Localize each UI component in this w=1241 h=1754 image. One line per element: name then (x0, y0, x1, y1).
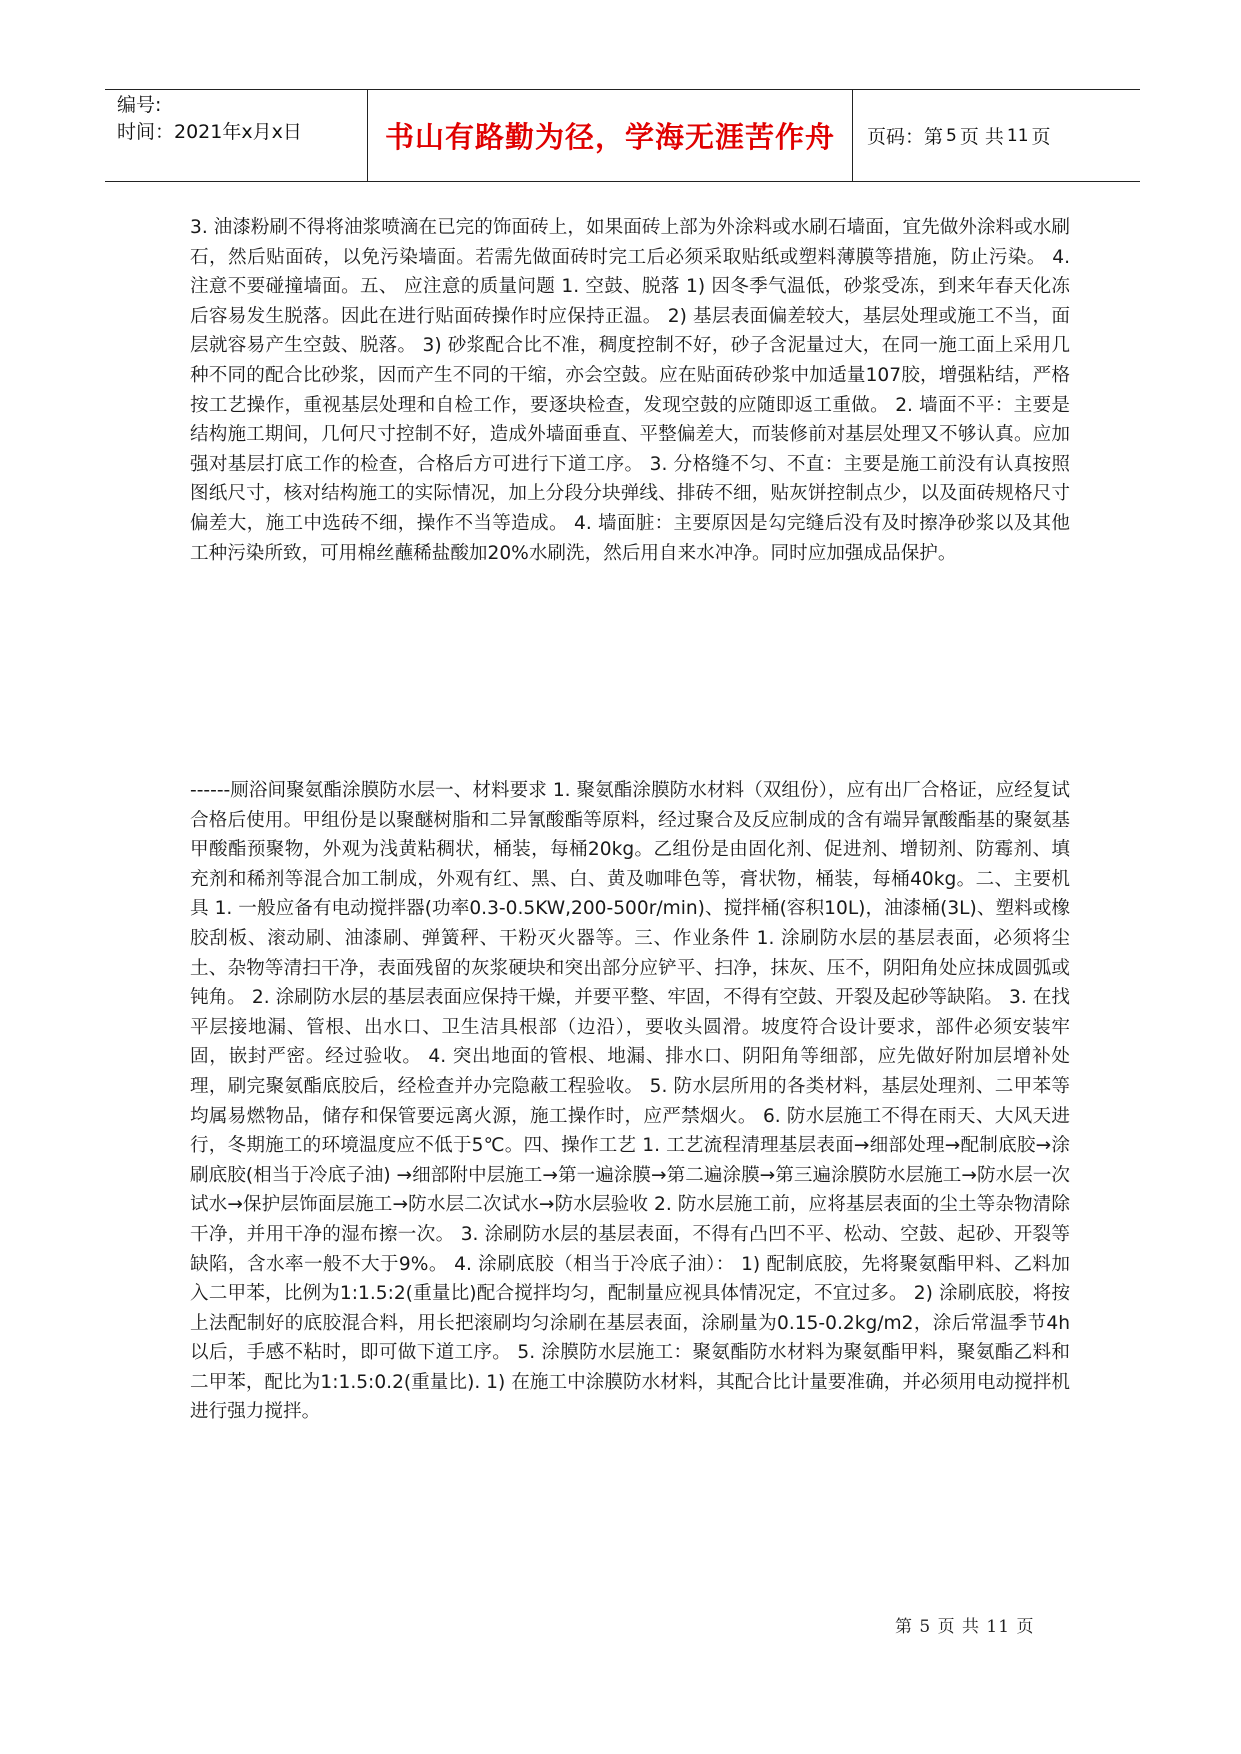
page-footer: 第 5 页 共 11 页 (895, 1617, 1035, 1637)
page-middle: 页 共 (959, 126, 1004, 148)
page-total: 11 (1006, 125, 1029, 146)
header-page-indicator (853, 90, 1140, 181)
time-label: 时间：2021年x月x日 (117, 121, 302, 143)
header-motto: 书山有路勤为径，学海无涯苦作舟 (368, 90, 853, 181)
page-current: 5 (946, 125, 957, 146)
paragraph-text: ------厕浴间聚氨酯涂膜防水层一、材料要求 1. 聚氨酯涂膜防水材料（双组份），应有出厂合格证，应经复试合格后使用。甲组份是以聚醚树脂和二异氰酸酯等原料，经过聚合及反应制成的含有端异氰酸酯基的聚氨基甲酸酯预聚物，外观为浅黄粘稠状，桶装，每桶20kg。乙组份是由固化剂、促进剂、增韧剂、防霉剂、填充剂和稀剂等混合加工制成，外观有红、黑、白、黄及咖啡色等，膏状物，桶装，每桶40kg。二、主要机具 1. 一般应备有电动搅拌器(功率0.3-0.5KW,200-500r/min)、搅拌桶(容积10L)，油漆桶(3L)、塑料或橡胶刮板、滚动刷、油漆刷、弹簧秤、干粉灭火器等。三、作业条件 1. 涂刷防水层的基层表面，必须将尘土、杂物等清扫干净，表面残留的灰浆硬块和突出部分应铲平、扫净，抹灰、压不，阴阳角处应抹成圆弧或钝角。 2. 涂刷防水层的基层表面应保持干燥，并要平整、牢固，不得有空鼓、开裂及起砂等缺陷。 3. 在找平层接地漏、管根、出水口、卫生洁具根部（边沿），要收头圆滑。坡度符合设计要求，部件必须安装牢固，嵌封严密。经过验收。 4. 突出地面的管根、地漏、排水口、阴阳角等细部，应先做好附加层增补处理，刷完聚氨酯底胶后，经检查并办完隐蔽工程验收。 5. 防水层所用的各类材料，基层处理剂、二甲苯等均属易燃物品，储存和保管要远离火源，施工操作时，应严禁烟火。 6. 防水层施工不得在雨天、大风天进行，冬期施工的环境温度应不低于5℃。四、操作工艺 1. 工艺流程清理基层表面→细部处理→配制底胶→涂刷底胶(相当于冷底子油) →细部附中层施工→第一遍涂膜→第二遍涂膜→第三遍涂膜防水层施工→防水层一次试水→保护层饰面层施工→防水层二次试水→防水层验收 2. 防水层施工前，应将基层表面的尘土等杂物清除干净，并用干净的湿布擦一次。 3. 涂刷防水层的基层表面，不得有凸凹不平、松动、空鼓、起砂、开裂等缺陷，含水率一般不大于9%。 4. 涂刷底胶（相当于冷底子油）： 1) 配制底胶，先将聚氨酯甲料、乙料加入二甲苯，比例为1:1.5:2(重量比)配合搅拌均匀，配制量应视具体情况定，不宜过多。 2) 涂刷底胶，将按上法配制好的底胶混合料，用长把滚刷均匀涂刷在基层表面，涂刷量为0.15-0.2kg/m2，涂后常温季节4h以后，手感不粘时，即可做下道工序。 5. 涂膜防水层施工：聚氨酯防水材料为聚氨酯甲料，聚氨酯乙料和二甲苯，配比为1:1.5:0.2(重量比). 1) 在施工中涂膜防水材料，其配合比计量要准确，并必须用电动搅拌机进行强力搅拌。 (190, 780, 1070, 1423)
number-label: 编号: (117, 94, 162, 116)
body-paragraph-1 (190, 213, 1070, 568)
page-suffix: 页 (1031, 126, 1051, 148)
document-header (105, 89, 1140, 182)
body-paragraph-2 (190, 776, 1070, 1427)
paragraph-text: 3. 油漆粉刷不得将油浆喷滴在已完的饰面砖上，如果面砖上部为外涂料或水刷石墙面，宜先做外涂料或水刷石，然后贴面砖，以免污染墙面。若需先做面砖时完工后必须采取贴纸或塑料薄膜等措施，防止污染。 4. 注意不要碰撞墙面。五、 应注意的质量问题 1. 空鼓、脱落 1) 因冬季气温低，砂浆受冻，到来年春天化冻后容易发生脱落。因此在进行贴面砖操作时应保持正温。 2) 基层表面偏差较大，基层处理或施工不当，面层就容易产生空鼓、脱落。 3) 砂浆配合比不准，稠度控制不好，砂子含泥量过大，在同一施工面上采用几种不同的配合比砂浆，因而产生不同的干缩，亦会空鼓。应在贴面砖砂浆中加适量107胶，增强粘结，严格按工艺操作，重视基层处理和自检工作，要逐块检查，发现空鼓的应随即返工重做。 2. 墙面不平：主要是结构施工期间，几何尺寸控制不好，造成外墙面垂直、平整偏差大，而装修前对基层处理又不够认真。应加强对基层打底工作的检查，合格后方可进行下道工序。 3. 分格缝不匀、不直：主要是施工前没有认真按照图纸尺寸，核对结构施工的实际情况，加上分段分块弹线、排砖不细，贴灰饼控制点少，以及面砖规格尺寸偏差大，施工中选砖不细，操作不当等造成。 4. 墙面脏：主要原因是勾完缝后没有及时擦净砂浆以及其他工种污染所致，可用棉丝蘸稀盐酸加20%水刷洗，然后用自来水冲净。同时应加强成品保护。 (190, 217, 1070, 564)
page-prefix: 页码：第 (867, 126, 944, 148)
header-meta-cell (105, 90, 368, 181)
